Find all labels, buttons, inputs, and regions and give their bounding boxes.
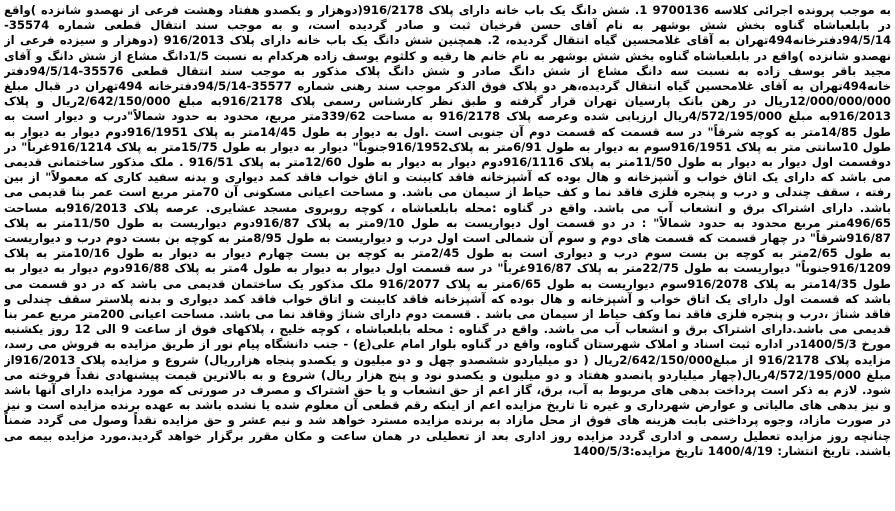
auction-notice [4,3,891,508]
notice-body-text: به موجب پرونده اجرائی کلاسه 9700136 1. شش دانگ یک باب خانه دارای پلاک 916/2178(دوهزار و یکصدو هفتاد وهشت فرعی از نهصدو شانزده )واقع در بابلعباشاه گناوه بخش شش بوشهر به نام آقای حسن قرخیان ثبت و صادر گردیده است، و به موجب سند انتقال قطعی شماره 35574-94/5/14دفترخانه494تهران به آقای غلامحسین گیاه انتقال گردیده، 2. همچنین شش دانگ یک باب خانه دارای پلاک 916/2013 (دوهزار و سیزده فرعی از نهصدو شانزده )واقع در بابلعباشاه گناوه بخش شش بوشهر به نام خانم ها رقیه و کلثوم یوسف زاده هرکدام به نسبت 1/5دانگ مشاع از شش دانگ و آقای مجید باقر یوسف زاده به نسبت سه دانگ مشاع از شش دانگ صادر و شش دانگ پلاک مذکور به موجب سند انتقال قطعی 35576-94/5/14دفتر خانه494تهران به آقای غلامحسین گیاه انتقال گردیده،هر دو پلاک فوق الذکر موجب سند رهنی شماره 35577-94/5/14دفترخانه 494تهران در قبال مبلغ 12/000/000/000ریال در رهن بانک پارسیان تهران قرار گرفته و طبق نظر کارشناس رسمی پلاک 916/2178به مبلغ 2/642/150/000ریال و پلاک 916/2013به مبلغ 4/572/195/000ریال ارزیابی شده وعرصه پلاک 916/2178 به مساحت 339/62متر مربع، محدود به حدود شمالاً"درب و دیوار است به طول 14/85متر به کوچه شرقاً" در سه قسمت که قسمت دوم آن جنوبی است .اول به دیوار به طول 14/45متر به پلاک 916/1951دوم دیوار به دیوار به طول 10سانتی متر به پلاک 916/1951سوم به دیوار به طول 6/91متر به پلاک916/1952جنوباً" دیوار به دیوار به طول 15/75متر به پلاک 916/1214غرباً" در دوقسمت اول دیوار به دیوار به طول 11/50متر به پلاک 916/1116دوم دیوار به دیوار به طول 12/60متر به پلاک 916/51 . ملک مذکور ساختمانی قدیمی می باشد که دارای یک اتاق خواب و آشپزخانه و هال بوده که آشپزخانه فاقد کابینت و اتاق خواب فاقد کمد دیواری و بدنه سفید کاری که معمولاً" از بین رفته ، سقف چندلی و درب و پنجره فلزی فاقد نما و کف حیاط از سیمان می باشد. و مساحت اعیانی مسکونی آن 70متر مربع است عمر بنا قدیمی می باشد. دارای اشتراک برق و انشعاب آب می باشد. واقع در گناوه :محله بابلعباشاه ، کوچه روبروی مسجد عشایری. عرصه پلاک 916/2013به مساحت 496/65متر مربع محدود به حدود شمالاً" : در دو قسمت اول دیواریست به طول 9/10متر به پلاک 916/87دوم دیواریست به طول 11/50متر به پلاک 916/87شرقاً" در چهار قسمت که قسمت های دوم و سوم آن شمالی است اول درب و دیواریست به طول 8/95متر به کوچه بن بست دوم درب و دیواریست به طول 2/65متر به کوچه بن بست سوم درب و دیواری است به طول 2/45متر به کوچه بن بست چهارم دیوار به دیوار به طول 10/16متر به پلاک 916/1209جنوباً" دیواریست به طول 22/75متر به پلاک 916/87غرباً" در سه قسمت اول دیوار به دیوار به طول 4متر به پلاک 916/88دوم دیوار به دیوار به طول 14/35متر به پلاک 916/2078سوم دیواریست به طول 6/65متر به پلاک 916/2077 ملک مذکور یک ساختمان قدیمی می باشد که در دو قسمت می باشد که قسمت اول دارای یک اتاق خواب و آشپزخانه و هال بوده که آشپزخانه فاقد کابینت و اتاق خواب فاقد کمد دیواری و بدنه پلاستر سقف چندلی و فاقد شناژ ،درب و پنجره فلزی فاقد نما وکف حیاط از سیمان می باشد . قسمت دوم دارای شناژ وقاقد نما می باشد. مساحت اعیانی 200متر مربع عمر بنا قدیمی می باشد.دارای اشتراک برق و انشعاب آب می باشد. واقع در گناوه : محله بابلعباشاه ، کوچه خلیج ، پلاکهای فوق از ساعت 9 الی 12 روز یکشنبه مورخ 1400/5/3در اداره ثبت اسناد و املاک شهرستان گناوه، واقع در گناوه بلوار امام علی(ع) - جنب دانشگاه پیام نور از طریق مزایده به فروش می رسد، مزایده پلاک 916/2178 از مبلغ2/642/150/000ریال ( دو میلیاردو ششصدو چهل و دو میلیون و یکصدو پنجاه هزارریال) شروع و مزایده پلاک 916/2013از مبلغ 4/572/195/000ریال(چهار میلیاردو پانصدو هفتاد و دو میلیون و یکصدو نود و پنج هزار ریال) شروع و به بالاترین قیمت پیشنهادی نقداً فروخته می شود. لازم به ذکر است پرداخت بدهی های مربوط به آب، برق، گاز اعم از حق انشعاب و یا حق اشتراک و مصرف در صورتی که مورد مزایده دارای آنها باشد و نیز بدهی های مالیاتی و عوارض شهرداری و غیره تا تاریخ مزایده اعم از اینکه رقم قطعی آن معلوم شده یا نشده باشد به عهده برنده مزایده است و نیز در صورت مازاد، وجوه پرداختی بابت هزینه های فوق از محل مازاد به برنده مزایده مسترد خواهد شد و نیم عشر و حق مزایده نقداً وصول می گردد ضمناً چنانچه روز مزایده تعطیل رسمی و اداری گردد مزایده روز اداری بعد از تعطیلی در همان ساعت و مکان مقرر برگزار خواهد گردید.مورد مزایده بیمه می باشند. تاریخ انتشار: 1400/4/19 تاریخ مزایده:1400/5/3 [4,3,891,458]
